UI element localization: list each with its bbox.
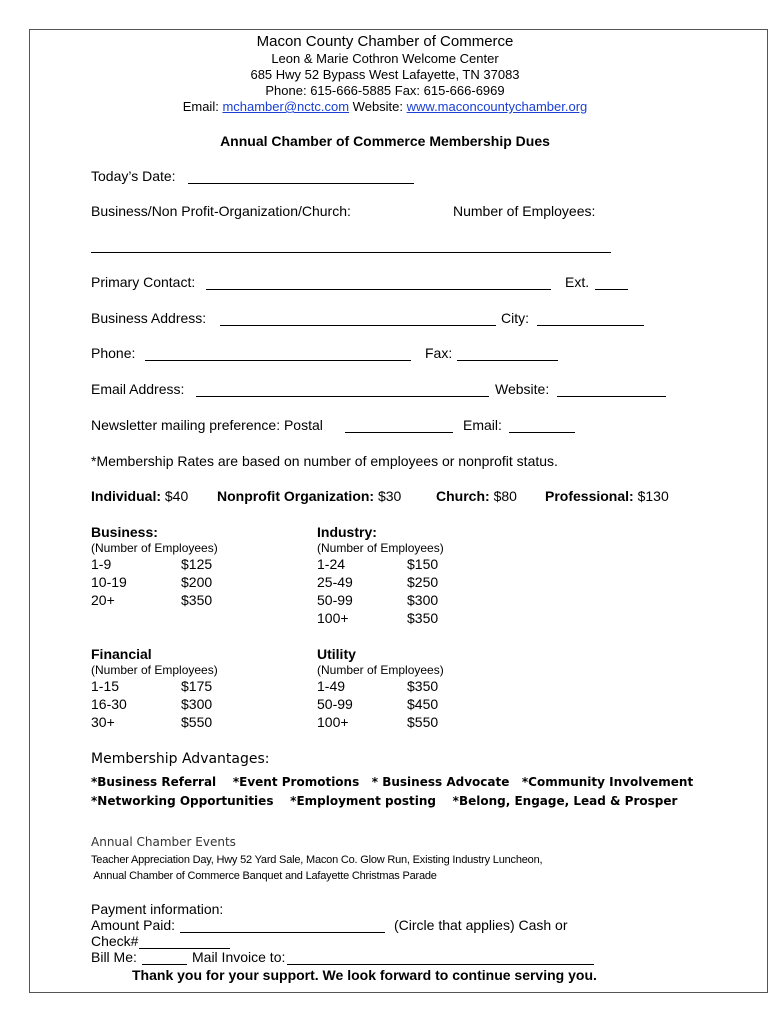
website-input[interactable] — [557, 396, 666, 397]
city-label: City: — [501, 310, 529, 326]
email-address-input[interactable] — [196, 396, 489, 397]
advantages-heading: Membership Advantages: — [91, 751, 270, 767]
rate-nonprofit: Nonprofit Organization: $30 — [217, 488, 402, 504]
business-org-input[interactable] — [91, 252, 611, 253]
website-label-field: Website: — [495, 381, 550, 397]
tier-price: $300 — [407, 592, 439, 608]
mail-invoice-label: Mail Invoice to: — [192, 949, 286, 965]
tier-price: $350 — [407, 678, 439, 694]
newsletter-email-input[interactable] — [509, 432, 575, 433]
ext-label: Ext. — [565, 274, 590, 290]
tier-range: 30+ — [91, 714, 115, 730]
events-line-1: Teacher Appreciation Day, Hwy 52 Yard Sale, Macon Co. Glow Run, Existing Industry Luncheon, — [91, 854, 543, 866]
tier-price: $550 — [407, 714, 439, 730]
amount-paid-input[interactable] — [180, 932, 385, 933]
tier-range: 1-24 — [317, 556, 346, 572]
thank-you-message: Thank you for your support. We look forward to continue serving you. — [132, 967, 597, 983]
city-input[interactable] — [537, 325, 644, 326]
num-employees-label: Number of Employees: — [453, 203, 596, 219]
events-line-2: Annual Chamber of Commerce Banquet and Lafayette Christmas Parade — [91, 870, 437, 882]
tier-price: $175 — [181, 678, 213, 694]
tier-price: $300 — [181, 696, 213, 712]
newsletter-email-label: Email: — [463, 417, 502, 433]
tier-price: $350 — [181, 592, 213, 608]
org-contact-line — [0, 100, 770, 113]
tier-range: 50-99 — [317, 696, 353, 712]
check-label: Check# — [91, 933, 139, 949]
bill-me-label: Bill Me: — [91, 949, 137, 965]
website-link[interactable]: www.maconcountychamber.org — [406, 99, 588, 114]
tier-range: 1-9 — [91, 556, 112, 572]
advantages-line-1: *Business Referral *Event Promotions * Business Advocate *Community Involvement — [91, 775, 694, 789]
industry-tier-title: Industry: — [317, 524, 377, 540]
industry-tier-sub: (Number of Employees) — [317, 541, 444, 555]
payment-heading: Payment information: — [91, 901, 224, 917]
todays-date-input[interactable] — [188, 183, 414, 184]
form-title: Annual Chamber of Commerce Membership Dues — [220, 133, 550, 149]
fax-label: Fax: — [425, 345, 453, 361]
center-name: Leon & Marie Cothron Welcome Center — [271, 51, 499, 66]
business-tier-title: Business: — [91, 524, 158, 540]
tier-range: 100+ — [317, 714, 349, 730]
org-phone-fax: Phone: 615-666-5885 Fax: 615-666-6969 — [265, 83, 505, 98]
tier-range: 1-49 — [317, 678, 346, 694]
bill-me-input[interactable] — [142, 964, 187, 965]
tier-price: $550 — [181, 714, 213, 730]
todays-date-label: Today’s Date: — [91, 168, 176, 184]
financial-tier-title: Financial — [91, 646, 152, 662]
tier-price: $125 — [181, 556, 213, 572]
fax-input[interactable] — [457, 360, 558, 361]
tier-range: 16-30 — [91, 696, 127, 712]
tier-price: $350 — [407, 610, 439, 626]
tier-range: 20+ — [91, 592, 115, 608]
primary-contact-label: Primary Contact: — [91, 274, 196, 290]
business-address-input[interactable] — [220, 325, 496, 326]
rate-church: Church: $80 — [436, 488, 517, 504]
primary-contact-input[interactable] — [206, 289, 551, 290]
ext-input[interactable] — [595, 289, 628, 290]
mail-invoice-input[interactable] — [287, 964, 594, 965]
tier-range: 50-99 — [317, 592, 353, 608]
newsletter-postal-input[interactable] — [345, 432, 453, 433]
org-address: 685 Hwy 52 Bypass West Lafayette, TN 37083 — [250, 67, 520, 82]
tier-price: $250 — [407, 574, 439, 590]
tier-price: $200 — [181, 574, 213, 590]
phone-input[interactable] — [145, 360, 411, 361]
business-org-label: Business/Non Profit-Organization/Church: — [91, 203, 351, 219]
payment-method-note: (Circle that applies) Cash or — [394, 917, 568, 933]
phone-label: Phone: — [91, 345, 136, 361]
advantages-line-2: *Networking Opportunities *Employment posting *Belong, Engage, Lead & Prosper — [91, 794, 678, 808]
events-heading: Annual Chamber Events — [91, 835, 236, 849]
rate-professional: Professional: $130 — [545, 488, 669, 504]
tier-range: 100+ — [317, 610, 349, 626]
utility-tier-sub: (Number of Employees) — [317, 663, 444, 677]
tier-price: $450 — [407, 696, 439, 712]
tier-range: 1-15 — [91, 678, 120, 694]
org-name: Macon County Chamber of Commerce — [256, 33, 514, 50]
business-tier-sub: (Number of Employees) — [91, 541, 218, 555]
email-link[interactable]: mchamber@nctc.com — [222, 99, 350, 114]
business-address-label: Business Address: — [91, 310, 207, 326]
email-address-label: Email Address: — [91, 381, 185, 397]
rates-note: *Membership Rates are based on number of employees or nonprofit status. — [91, 453, 558, 469]
tier-range: 25-49 — [317, 574, 353, 590]
tier-range: 10-19 — [91, 574, 127, 590]
financial-tier-sub: (Number of Employees) — [91, 663, 218, 677]
tier-price: $150 — [407, 556, 439, 572]
utility-tier-title: Utility — [317, 646, 356, 662]
rate-individual: Individual: $40 — [91, 488, 189, 504]
website-label: Website: — [349, 99, 407, 114]
email-label: Email: — [182, 99, 223, 114]
amount-paid-label: Amount Paid: — [91, 917, 176, 933]
newsletter-pref-label: Newsletter mailing preference: Postal — [91, 417, 323, 433]
